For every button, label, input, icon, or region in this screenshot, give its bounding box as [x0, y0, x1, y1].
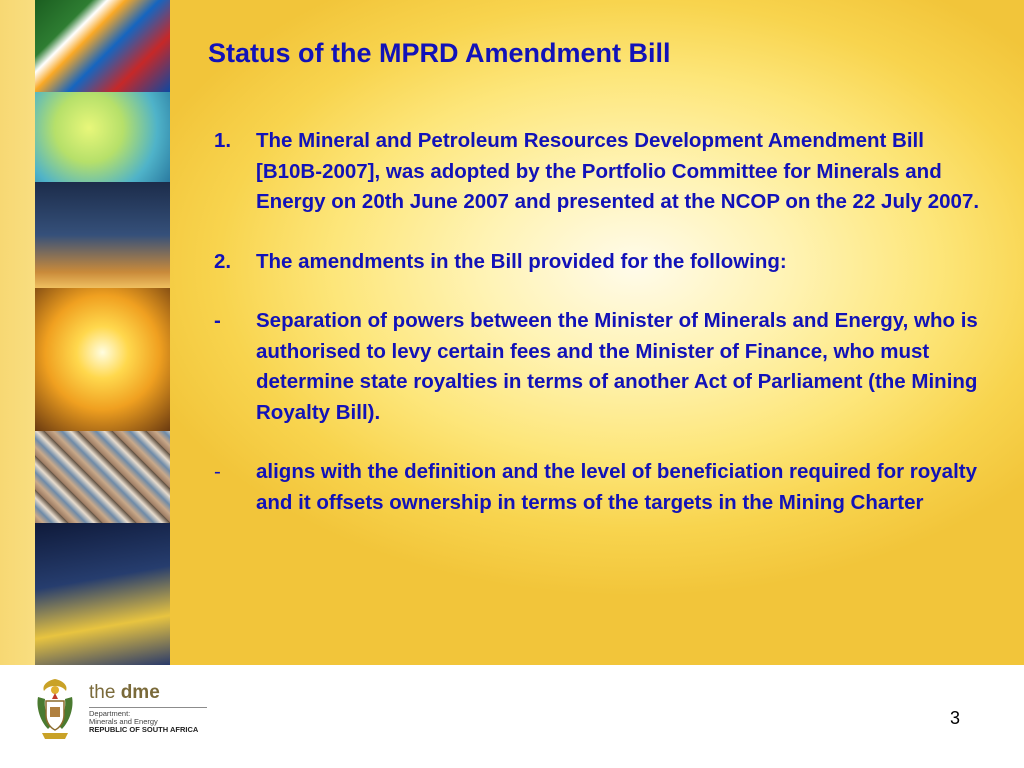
photo-strip	[35, 0, 170, 665]
logo-department-name: Minerals and Energy	[89, 717, 158, 726]
list-text: The Mineral and Petroleum Resources Development Amendment Bill [B10B-2007], was adopted by the Portfolio Committee for Minerals and Energy on 20th June 2007 and presented at the NCOP on the 22 July 2007.	[256, 129, 980, 213]
list-text: aligns with the definition and the level of beneficiation required for royalty and it offsets ownership in terms of the targets in the Mining Charter	[256, 460, 978, 514]
worker-image	[35, 182, 170, 288]
dme-logo	[32, 677, 232, 747]
page-number: 3	[950, 708, 961, 728]
list-marker: 2.	[214, 249, 232, 273]
list-item	[214, 457, 984, 518]
ore-image	[35, 431, 170, 523]
flag-image	[35, 0, 170, 92]
slide-title: Status of the MPRD Amendment Bill	[208, 38, 671, 68]
coat-of-arms-icon	[32, 677, 78, 743]
logo-department-label: Department:	[89, 709, 131, 718]
logo-country: REPUBLIC OF SOUTH AFRICA	[89, 725, 199, 734]
list-marker: -	[214, 309, 221, 332]
oil-drop-image	[35, 92, 170, 182]
slide-content	[214, 126, 984, 518]
list-text: The amendments in the Bill provided for the following:	[256, 249, 787, 273]
list-text: Separation of powers between the Minister of Minerals and Energy, who is authorised to levy certain fees and the Minister of Finance, who must determine state royalties in terms of another Act of Parliament (the Mining Royalty Bill).	[256, 309, 978, 424]
left-margin	[0, 0, 35, 665]
list-item	[214, 306, 984, 428]
list-marker: -	[214, 460, 221, 483]
logo-name: the dme	[89, 682, 160, 703]
list-item	[214, 247, 984, 278]
miner-image	[35, 523, 170, 665]
power-pylon-image	[35, 288, 170, 431]
list-item	[214, 126, 984, 218]
logo-divider	[89, 707, 207, 708]
list-marker: 1.	[214, 129, 232, 152]
